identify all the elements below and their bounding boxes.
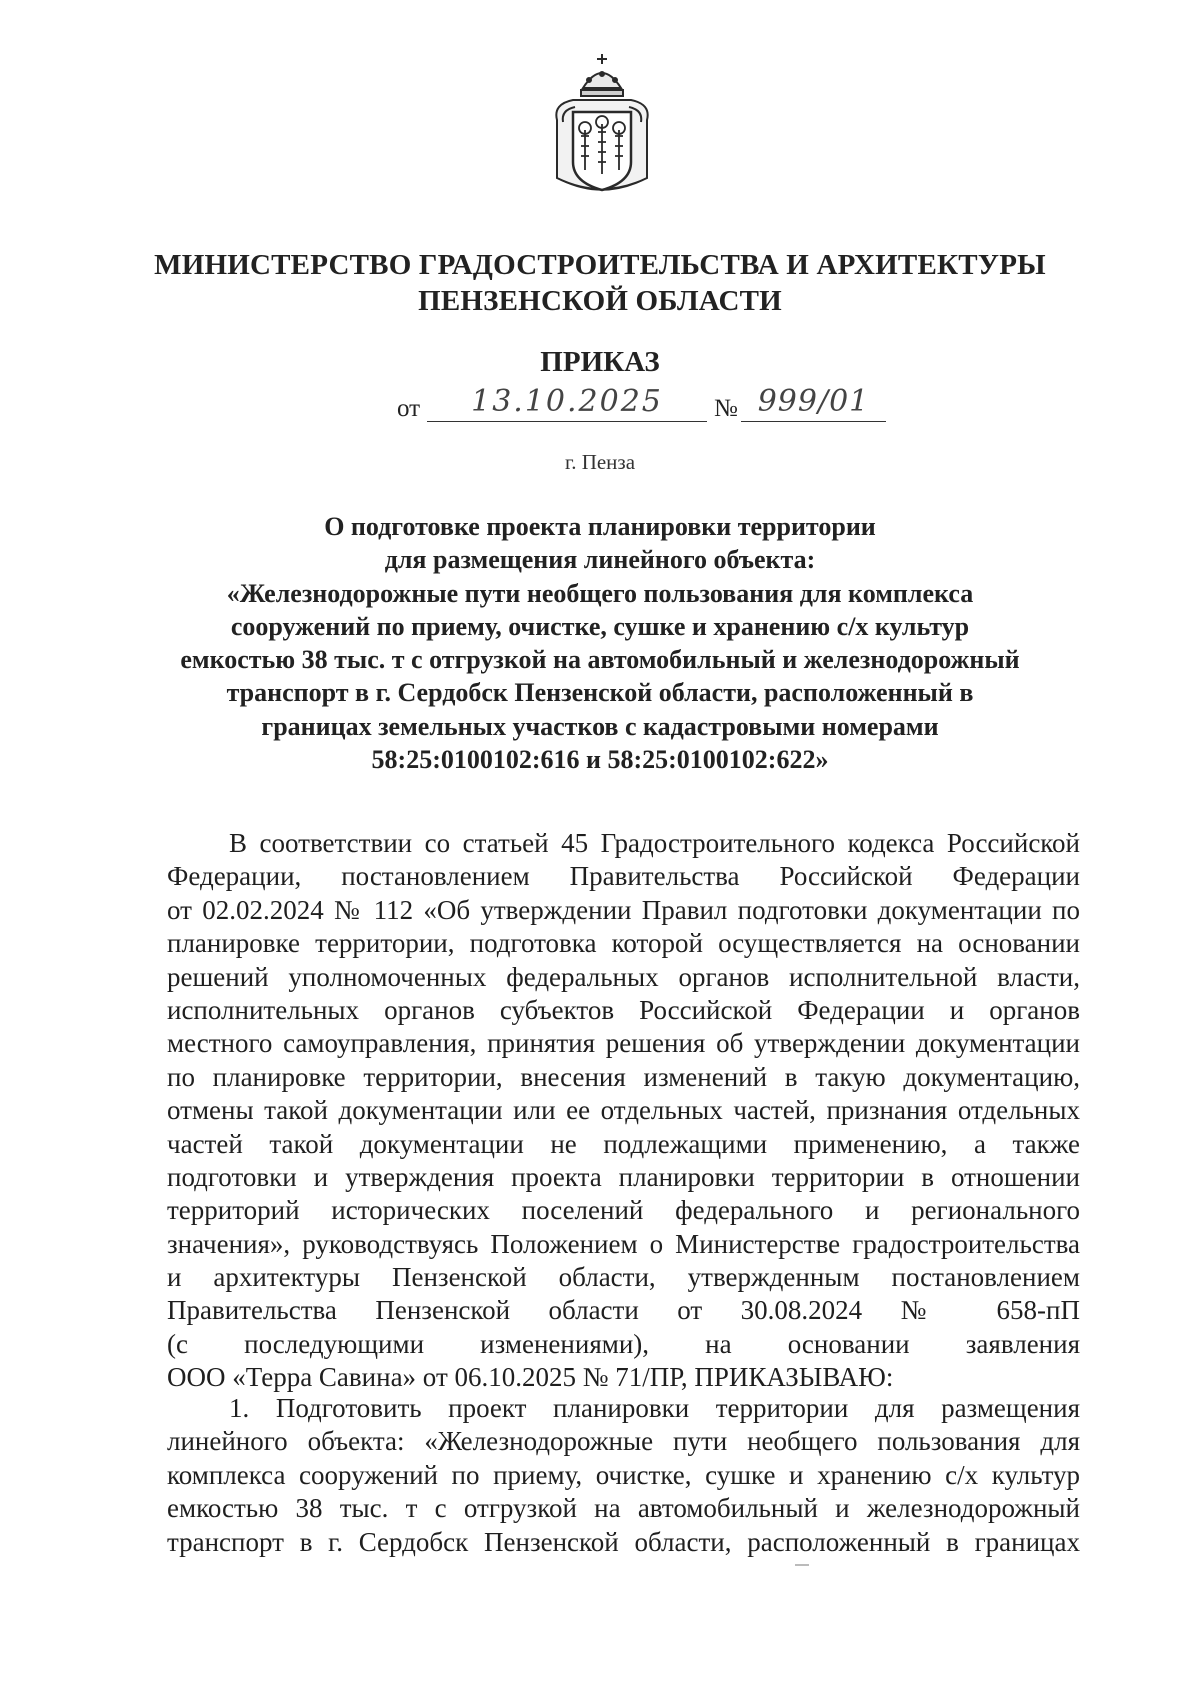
order-number-handwritten: 999/01 xyxy=(741,385,886,422)
text-line: исполнительных органов субъектов Российской Федерации и органов xyxy=(167,994,1080,1025)
text-line: Федерации, постановлением Правительства Российской Федерации xyxy=(167,861,1080,892)
subject-line: О подготовке проекта планировки территории xyxy=(324,512,876,541)
text-line: планировке территории, подготовка которой осуществляется на основании xyxy=(167,928,1080,959)
text-line: по планировке территории, внесения изменений в такую документацию, xyxy=(167,1061,1080,1092)
penza-region-coat-of-arms-icon xyxy=(543,50,661,198)
text-line: транспорт в г. Сердобск Пензенской области, расположенный в границах xyxy=(167,1526,1080,1557)
text-line: (с последующими изменениями), на основании заявления xyxy=(167,1328,1080,1359)
text-line: подготовки и утверждения проекта планировки территории в отношении xyxy=(167,1161,1080,1192)
ministry-name-line1: МИНИСТЕРСТВО ГРАДОСТРОИТЕЛЬСТВА И АРХИТЕКТУРЫ xyxy=(154,249,1046,281)
text-line: емкостью 38 тыс. т с отгрузкой на автомобильный и железнодорожный xyxy=(167,1493,1080,1524)
ministry-name xyxy=(0,247,1200,319)
subject-line: для размещения линейного объекта: xyxy=(384,545,816,575)
subject-line: 58:25:0100102:616 и 58:25:0100102:622» xyxy=(371,745,829,775)
subject-line: «Железнодорожные пути необщего пользования для комплекса xyxy=(226,578,974,608)
order-item-1 xyxy=(167,1392,1080,1559)
ministry-name-line2: ПЕНЗЕНСКОЙ ОБЛАСТИ xyxy=(418,285,782,317)
order-date-handwritten: 13.10.2025 xyxy=(427,385,707,422)
subject-line: границах земельных участков с кадастровыми номерами xyxy=(261,711,939,741)
text-line: частей такой документации не подлежащими применению, а также xyxy=(167,1128,1080,1159)
city-name: г. Пенза xyxy=(564,450,636,474)
preamble-paragraph xyxy=(167,827,1080,1395)
text-line: решений уполномоченных федеральных органов исполнительной власти, xyxy=(167,961,1080,992)
subject-line: транспорт в г. Сердобск Пензенской области, расположенный в xyxy=(226,678,974,708)
text-line: от 02.02.2024 № 112 «Об утверждении Правил подготовки документации по xyxy=(167,894,1080,925)
text-line: и архитектуры Пензенской области, утвержденным постановлением xyxy=(167,1262,1080,1293)
text-line: значения», руководствуясь Положением о Министерстве градостроительства xyxy=(167,1228,1080,1259)
scan-artifact xyxy=(795,1564,809,1566)
text-line: ООО «Терра Савина» от 06.10.2025 № 71/ПР, ПРИКАЗЫВАЮ: xyxy=(167,1362,894,1393)
date-prefix: от xyxy=(397,395,421,422)
text-line: комплекса сооружений по приему, очистке, сушке и хранению с/х культур xyxy=(167,1459,1080,1490)
order-title: ПРИКАЗ xyxy=(540,346,660,378)
subject-line: сооружений по приему, очистке, сушке и хранению с/х культур xyxy=(230,611,970,641)
text-line: отмены такой документации или ее отдельных частей, признания отдельных xyxy=(167,1095,1080,1126)
text-line: местного самоуправления, принятия решения об утверждении документации xyxy=(167,1028,1080,1059)
subject-line: емкостью 38 тыс. т с отгрузкой на автомобильный и железнодорожный xyxy=(180,645,1020,675)
text-line: территорий исторических поселений федерального и регионального xyxy=(167,1195,1080,1226)
text-line: В соответствии со статьей 45 Градостроительного кодекса Российской xyxy=(229,828,1080,858)
text-line: 1. Подготовить проект планировки территории для размещения xyxy=(229,1393,1080,1423)
text-line: Правительства Пензенской области от 30.08.2024 № 658-пП xyxy=(167,1295,1080,1326)
text-line: линейного объекта: «Железнодорожные пути необщего пользования для xyxy=(167,1426,1080,1457)
number-sign: № xyxy=(714,395,738,422)
order-subject xyxy=(0,510,1200,776)
